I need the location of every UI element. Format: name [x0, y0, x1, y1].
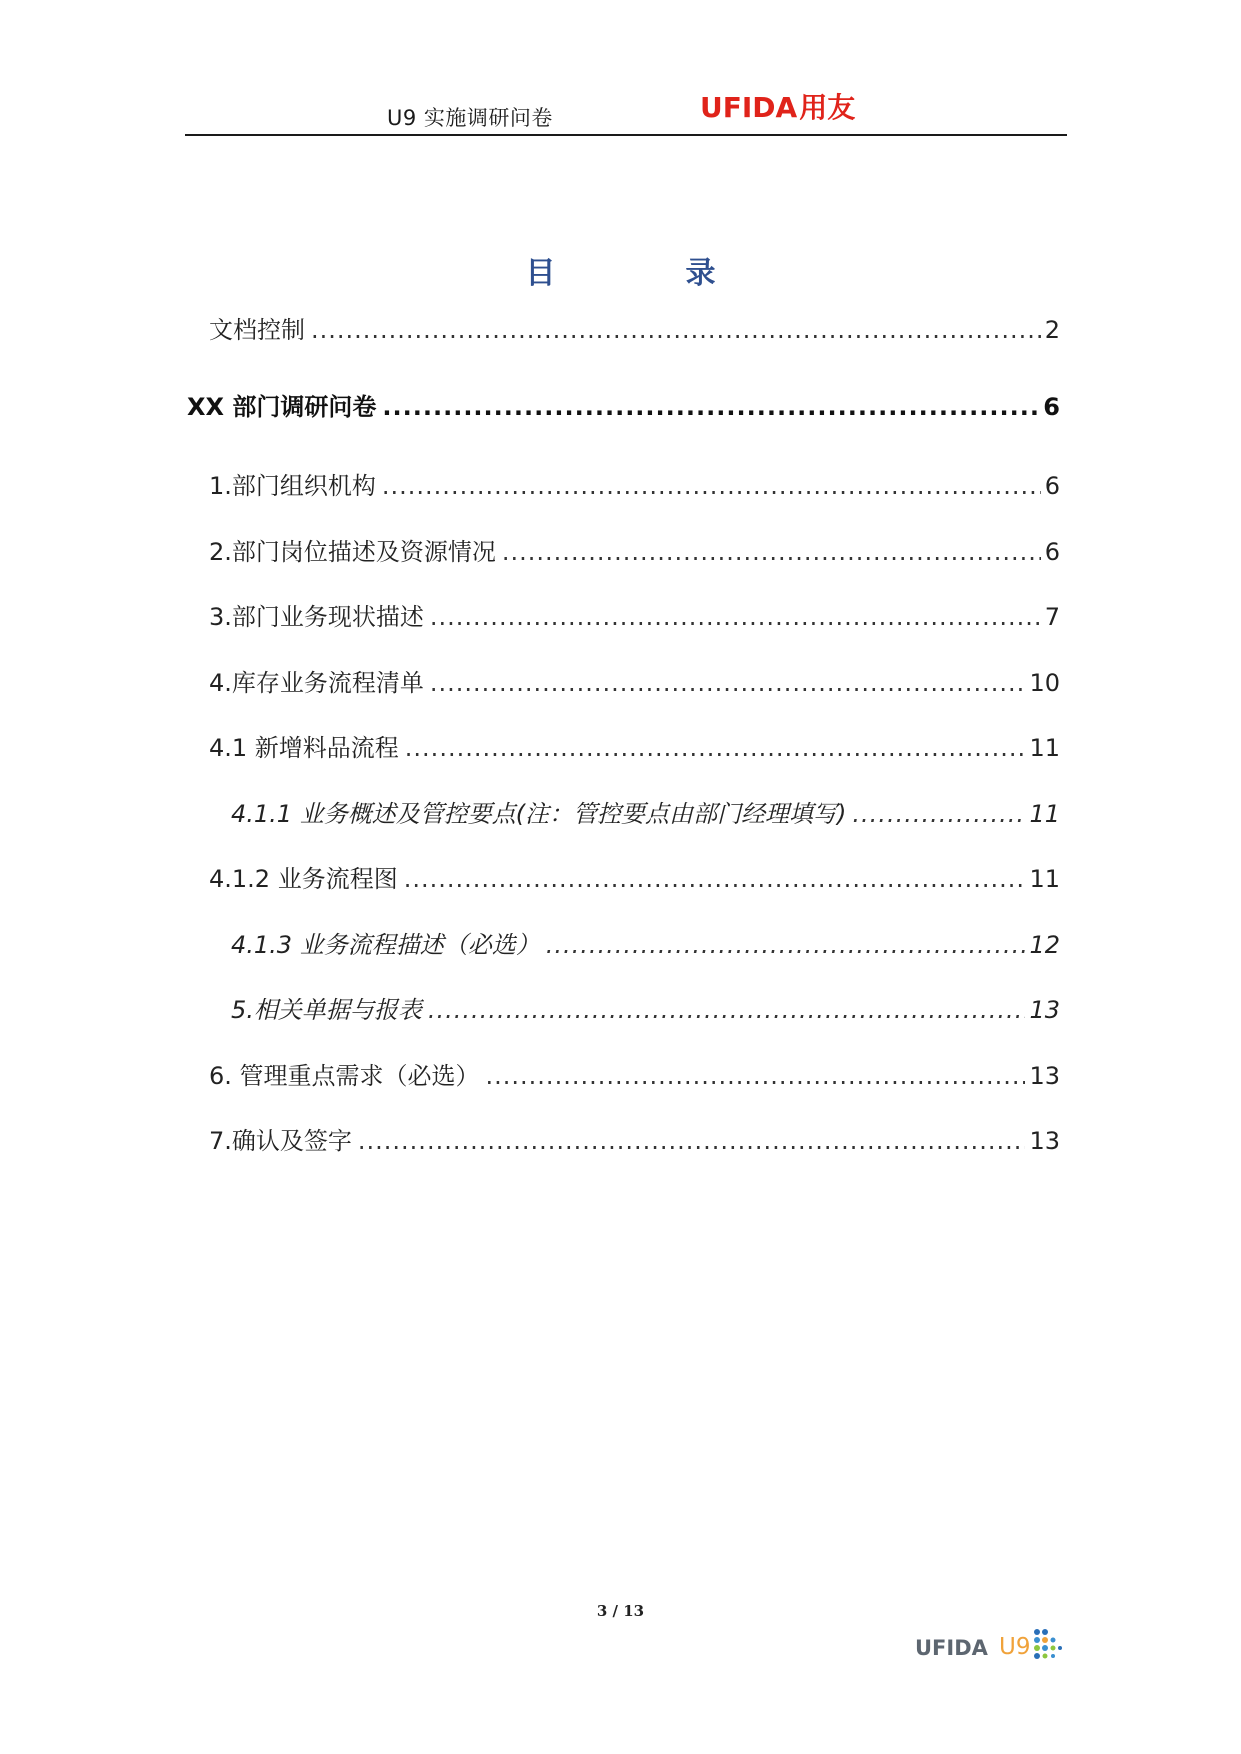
toc-entry-label: 4.1.3 业务流程描述（必选） — [231, 931, 540, 959]
toc-leader — [428, 993, 1026, 1027]
toc-leader — [405, 731, 1026, 765]
toc-leader — [852, 797, 1025, 831]
toc-entry[interactable] — [231, 993, 1060, 1027]
toc-entry-label: 4.1.2 业务流程图 — [209, 865, 398, 893]
toc-entry[interactable] — [231, 797, 1060, 831]
toc-entry-page: 2 — [1044, 316, 1060, 344]
toc-title-right: 录 — [685, 256, 716, 291]
toc-entry-page: 10 — [1029, 669, 1060, 697]
toc-entry[interactable] — [209, 600, 1060, 634]
toc-entry[interactable] — [209, 666, 1060, 700]
toc-entry-label: 3.部门业务现状描述 — [209, 603, 424, 631]
toc-entry-page: 13 — [1029, 1127, 1060, 1155]
toc-entry-page: 13 — [1029, 996, 1060, 1024]
toc-entry[interactable] — [209, 535, 1060, 569]
toc-leader — [382, 390, 1039, 424]
toc-title — [0, 248, 1241, 292]
header-title: U9 实施调研问卷 — [387, 106, 553, 130]
toc-entry-label: 文档控制 — [209, 316, 305, 344]
toc-entry[interactable] — [231, 928, 1060, 962]
toc-entry-label: 5.相关单据与报表 — [231, 996, 422, 1024]
ufida-u9-logo — [915, 1628, 1065, 1662]
ufida-logo-text: UFIDA — [700, 91, 798, 124]
header-divider — [185, 134, 1067, 136]
toc-leader — [358, 1124, 1026, 1158]
page-header — [185, 80, 1067, 136]
toc-entry[interactable] — [187, 390, 1060, 424]
toc-entry-label: XX 部门调研问卷 — [187, 393, 377, 421]
toc-entry-page: 6 — [1043, 393, 1060, 421]
toc-entry-label: 7.确认及签字 — [209, 1127, 352, 1155]
page-number: 3 / 13 — [596, 1602, 645, 1620]
toc-entry-page: 7 — [1044, 603, 1060, 631]
toc-leader — [486, 1059, 1026, 1093]
toc-entry-label: 1.部门组织机构 — [209, 472, 376, 500]
toc-entry-page: 6 — [1044, 472, 1060, 500]
toc-entry-label: 2.部门岗位描述及资源情况 — [209, 538, 496, 566]
toc-leader — [404, 862, 1026, 896]
toc-entry[interactable] — [209, 862, 1060, 896]
toc-entry-page: 11 — [1029, 734, 1060, 762]
toc-entry-label: 4.1.1 业务概述及管控要点(注：管控要点由部门经理填写) — [231, 800, 847, 828]
footer-logo-product: U9 — [999, 1634, 1031, 1660]
toc-entry[interactable] — [209, 1124, 1060, 1158]
toc-leader — [430, 666, 1026, 700]
toc-leader — [430, 600, 1041, 634]
toc-leader — [502, 535, 1041, 569]
toc-leader — [546, 928, 1026, 962]
footer-logo-text: UFIDA — [915, 1636, 988, 1660]
u9-dots-icon — [1033, 1628, 1063, 1660]
toc-leader — [382, 469, 1041, 503]
toc-entry-page: 13 — [1029, 1062, 1060, 1090]
toc-entry[interactable] — [209, 469, 1060, 503]
ufida-logo — [700, 86, 855, 126]
toc-entry[interactable] — [209, 731, 1060, 765]
toc-entry-page: 11 — [1029, 865, 1060, 893]
toc-leader — [311, 313, 1041, 347]
toc-entry-page: 12 — [1029, 931, 1060, 959]
toc-title-left: 目 — [525, 256, 556, 291]
ufida-logo-cn: 用友 — [799, 91, 856, 124]
toc-entry[interactable] — [209, 313, 1060, 347]
toc-entry-label: 4.库存业务流程清单 — [209, 669, 424, 697]
toc-entry-page: 6 — [1044, 538, 1060, 566]
toc-entry[interactable] — [209, 1059, 1060, 1093]
toc-entry-page: 11 — [1029, 800, 1060, 828]
toc-entry-label: 6. 管理重点需求（必选） — [209, 1062, 480, 1090]
toc-entry-label: 4.1 新增料品流程 — [209, 734, 399, 762]
